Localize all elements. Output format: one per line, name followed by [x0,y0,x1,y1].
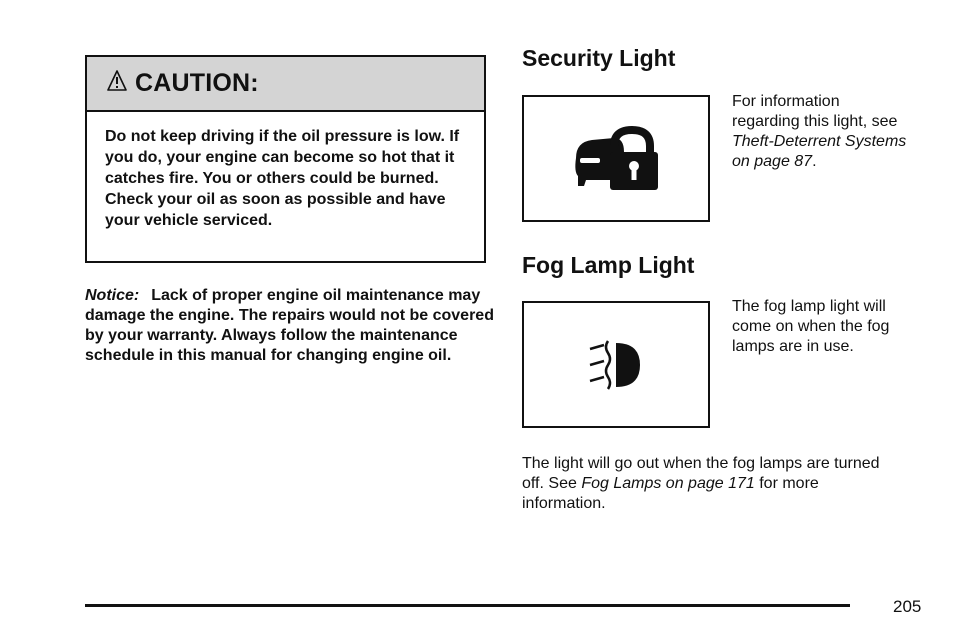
security-light-icon-box [522,95,710,222]
fog-lamp-light-heading: Fog Lamp Light [522,252,695,278]
security-light-heading: Security Light [522,45,676,71]
security-text-post: . [812,153,817,170]
security-reference-link[interactable]: Theft-Deterrent Systems on page 87 [732,133,907,170]
fog-after-post: for more information. [522,475,819,512]
fog-lamp-icon [586,337,646,393]
fog-reference-link[interactable]: Fog Lamps on page 171 [581,475,755,492]
security-light-description [732,92,907,172]
caution-box [85,55,486,263]
notice-paragraph [85,286,495,366]
footer-rule [85,604,850,607]
fog-after-pre: The light will go out when the fog lamps are turned off. See [522,455,880,492]
notice-text: Lack of proper engine oil maintenance may damage the engine. The repairs would not be covered by your warranty. Always follow the maintenance schedule in this manual for changing engine oil. [85,287,494,364]
fog-lamp-icon-box [522,301,710,428]
security-lock-car-icon [570,124,662,194]
caution-triangle-icon [107,70,127,92]
fog-lamp-description: The fog lamp light will come on when the fog lamps are in use. [732,298,890,355]
fog-lamp-followup [522,454,902,514]
caution-title: CAUTION: [135,69,259,97]
caution-header [87,57,484,112]
caution-body: Do not keep driving if the oil pressure is low. If you do, your engine can become so hot that it catches fire. You or others could be burned. Check your oil as soon as possible and have your vehicle serviced. [105,128,460,229]
security-text-pre: For information regarding this light, see [732,93,898,130]
notice-label: Notice: [85,287,140,304]
page-number: 205 [893,597,922,616]
